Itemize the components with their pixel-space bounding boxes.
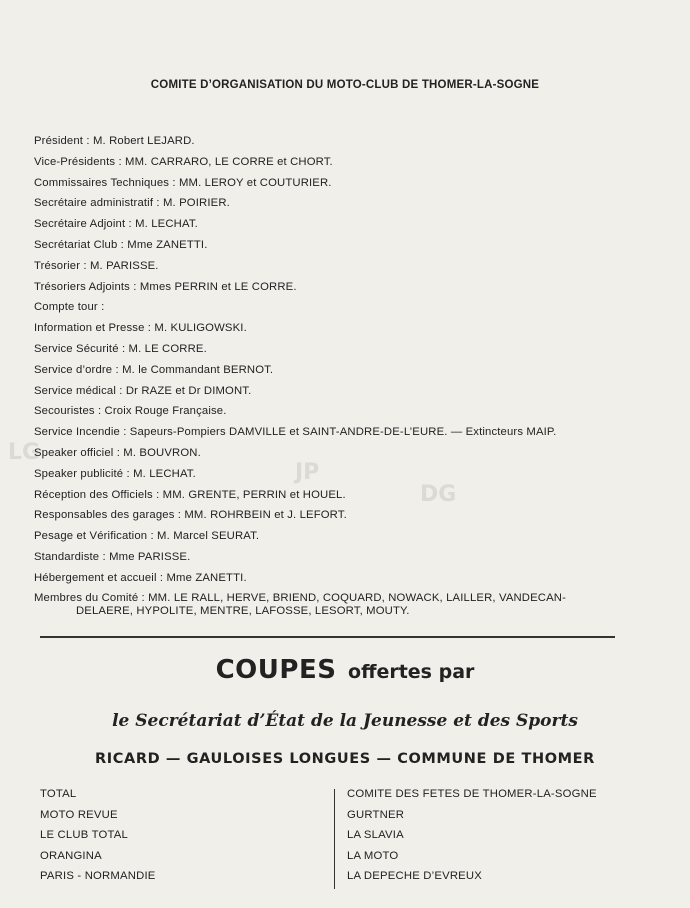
horizontal-rule [40,636,615,638]
members-line-1: Membres du Comité : MM. LE RALL, HERVE, BRIEND, COQUARD, NOWACK, LAILLER, VANDECAN- [34,591,567,604]
roster-line: Président : M. Robert LEJARD. [34,135,195,147]
sponsor-item: MOTO REVUE [40,808,118,821]
roster-line: Information et Presse : M. KULIGOWSKI. [34,322,247,335]
roster-line: Service médical : Dr RAZE et Dr DIMONT. [34,384,252,397]
roster-line: Standardiste : Mme PARISSE. [34,550,191,563]
sponsor-item: ORANGINA [40,849,102,862]
sponsor-item: LA MOTO [347,849,399,862]
coupes-heading [0,655,690,685]
roster-members [34,589,634,619]
sponsor-column-left [40,784,156,887]
sponsor-item: LA SLAVIA [347,829,404,842]
watermark-logo: DG [420,482,457,507]
roster-line: Réception des Officiels : MM. GRENTE, PERRIN et HOUEL. [34,488,346,501]
sponsor-item: LE CLUB TOTAL [40,829,128,842]
roster-line: Trésoriers Adjoints : Mmes PERRIN et LE CORRE. [34,280,297,293]
roster-line: Speaker publicité : M. LECHAT. [34,467,196,480]
sponsor-item: LA DEPECHE D’EVREUX [347,870,483,883]
secretariat-line: le Secrétariat d’État de la Jeunesse et des Sports [112,711,578,731]
committee-roster [34,131,634,619]
committee-title: COMITE D’ORGANISATION DU MOTO-CLUB DE THOMER-LA-SOGNE [150,79,540,91]
roster-line: Responsables des garages : MM. ROHRBEIN et J. LEFORT. [34,509,347,522]
roster-line: Speaker officiel : M. BOUVRON. [34,446,201,459]
coupes-heading-small: offertes par [348,661,475,683]
sponsor-item: GURTNER [347,808,405,821]
watermark-logo: JP [295,460,320,485]
roster-line: Secrétariat Club : Mme ZANETTI. [34,238,208,251]
roster-line: Compte tour : [34,301,105,314]
roster-line: Service d’ordre : M. le Commandant BERNOT. [34,363,274,376]
sponsor-item: TOTAL [40,788,77,800]
roster-line: Commissaires Techniques : MM. LEROY et COUTURIER. [34,176,332,189]
sponsor-item: COMITE DES FETES DE THOMER-LA-SOGNE [347,788,597,800]
sponsors-line: RICARD — GAULOISES LONGUES — COMMUNE DE THOMER [95,751,595,767]
sponsor-column-right [347,784,597,887]
watermark-logo: LG [8,440,41,465]
roster-line: Vice-Présidents : MM. CARRARO, LE CORRE et CHORT. [34,155,333,168]
roster-line: Secouristes : Croix Rouge Française. [34,405,227,418]
column-divider [334,789,335,889]
roster-line: Trésorier : M. PARISSE. [34,259,159,272]
roster-line: Service Sécurité : M. LE CORRE. [34,342,207,355]
roster-line: Pesage et Vérification : M. Marcel SEURAT. [34,530,260,543]
roster-line: Hébergement et accueil : Mme ZANETTI. [34,571,247,584]
coupes-heading-big: COUPES [215,655,337,685]
sponsor-item: PARIS - NORMANDIE [40,870,156,883]
roster-line: Service Incendie : Sapeurs-Pompiers DAMVILLE et SAINT-ANDRE-DE-L’EURE. — Extincteurs MAIP. [34,426,557,439]
roster-line: Secrétaire administratif : M. POIRIER. [34,197,230,210]
roster-line: Secrétaire Adjoint : M. LECHAT. [34,218,198,231]
members-line-2: DELAERE, HYPOLITE, MENTRE, LAFOSSE, LESORT, MOUTY. [76,605,410,618]
